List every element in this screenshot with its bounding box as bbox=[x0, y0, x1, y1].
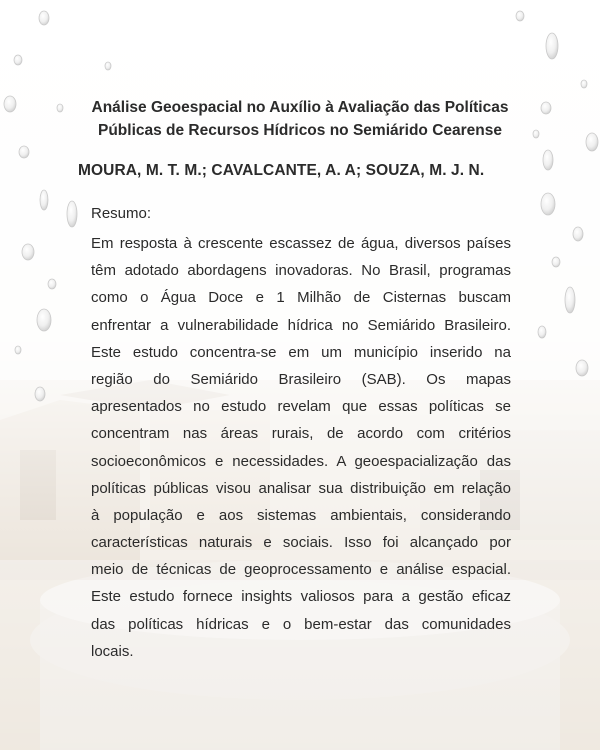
abstract-line: locais. bbox=[91, 642, 134, 660]
title-line-2: Públicas de Recursos Hídricos no Semiárido Cearense bbox=[97, 122, 502, 139]
abstract-line: características naturais e sociais. Isso foi alcançado por bbox=[91, 534, 511, 552]
abstract-line: meio de técnicas de geoprocessamento e análise espacial. bbox=[91, 561, 511, 579]
abstract-line: concentram nas áreas rurais, de acordo com critérios bbox=[91, 425, 511, 443]
abstract-line: à população e aos sistemas ambientais, considerando bbox=[91, 506, 511, 524]
abstract-line: têm adotado abordagens inovadoras. No Brasil, programas bbox=[91, 262, 511, 280]
abstract-label: Resumo: bbox=[91, 205, 152, 222]
abstract-line: Este estudo concentra-se em um município inserido na bbox=[91, 343, 511, 361]
abstract-line: apresentados no estudo revelam que essas políticas se bbox=[91, 398, 511, 416]
abstract-line: políticas públicas visou analisar sua distribuição em relação bbox=[91, 479, 511, 497]
abstract-line: Em resposta à crescente escassez de água, diversos países bbox=[91, 235, 511, 252]
title-line-1: Análise Geoespacial no Auxílio à Avaliação das Políticas bbox=[91, 99, 509, 116]
abstract-line: região do Semiárido Brasileiro (SAB). Os mapas bbox=[91, 370, 511, 388]
paper-title bbox=[0, 96, 600, 142]
authors: MOURA, M. T. M.; CAVALCANTE, A. A; SOUZA, M. J. N. bbox=[78, 162, 485, 179]
abstract-line: como o Água Doce e 1 Milhão de Cisternas buscam bbox=[91, 289, 511, 307]
abstract-line: das políticas hídricas e o bem-estar das comunidades bbox=[91, 615, 511, 633]
abstract-line: socioeconômicos e necessidades. A geoespacialização das bbox=[91, 452, 511, 470]
abstract-line: Este estudo fornece insights valiosos para a gestão eficaz bbox=[91, 588, 511, 606]
abstract-text bbox=[91, 230, 511, 665]
abstract-line: enfrentar a vulnerabilidade hídrica no Semiárido Brasileiro. bbox=[91, 316, 511, 334]
